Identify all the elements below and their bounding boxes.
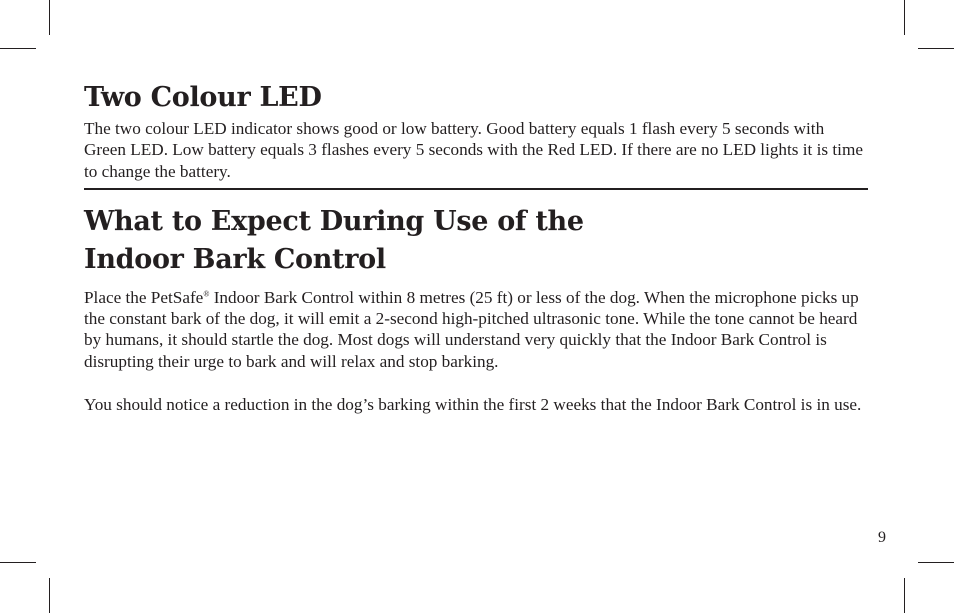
paragraph-placement-rest: Indoor Bark Control within 8 metres (25 ft) or less of the dog. When the microphone picks up the constant bark of the dog, it will emit a 2-second high-pitched ultrasonic tone. While the tone cannot be heard by humans, it should startle the dog. Most dogs will understand very quickly that the Indoor Bark Control is disrupting their urge to bark and will relax and stop barking. bbox=[84, 287, 859, 371]
page-number: 9 bbox=[878, 529, 886, 546]
crop-mark-top-right-vertical bbox=[904, 0, 905, 35]
section-what-to-expect bbox=[84, 203, 868, 415]
crop-mark-bottom-left-vertical bbox=[49, 578, 50, 613]
paragraph-placement-start: Place the PetSafe bbox=[84, 287, 204, 307]
crop-mark-top-left-vertical bbox=[49, 0, 50, 35]
crop-mark-top-left-horizontal bbox=[0, 48, 36, 49]
page-content bbox=[84, 80, 868, 415]
heading-line-2: Indoor Bark Control bbox=[84, 243, 386, 275]
paragraph-reduction-notice: You should notice a reduction in the dog’s barking within the first 2 weeks that the Indoor Bark Control is in use. bbox=[84, 395, 862, 415]
section-two-colour-led bbox=[84, 80, 868, 182]
crop-mark-top-right-horizontal bbox=[918, 48, 954, 49]
paragraph-placement bbox=[84, 287, 868, 372]
section-divider bbox=[84, 188, 868, 190]
paragraph-led-description: The two colour LED indicator shows good or low battery. Good battery equals 1 flash every 5 seconds with Green LED. Low battery equals 3 flashes every 5 seconds with the Red LED. If there are no LED lights it is time to change the battery. bbox=[84, 119, 863, 181]
heading-what-to-expect bbox=[84, 203, 868, 279]
heading-two-colour-led: Two Colour LED bbox=[84, 82, 322, 113]
heading-line-1: What to Expect During Use of the bbox=[84, 205, 584, 237]
crop-mark-bottom-right-horizontal bbox=[918, 562, 954, 563]
crop-mark-bottom-right-vertical bbox=[904, 578, 905, 613]
crop-mark-bottom-left-horizontal bbox=[0, 562, 36, 563]
registered-mark: ® bbox=[203, 289, 210, 299]
